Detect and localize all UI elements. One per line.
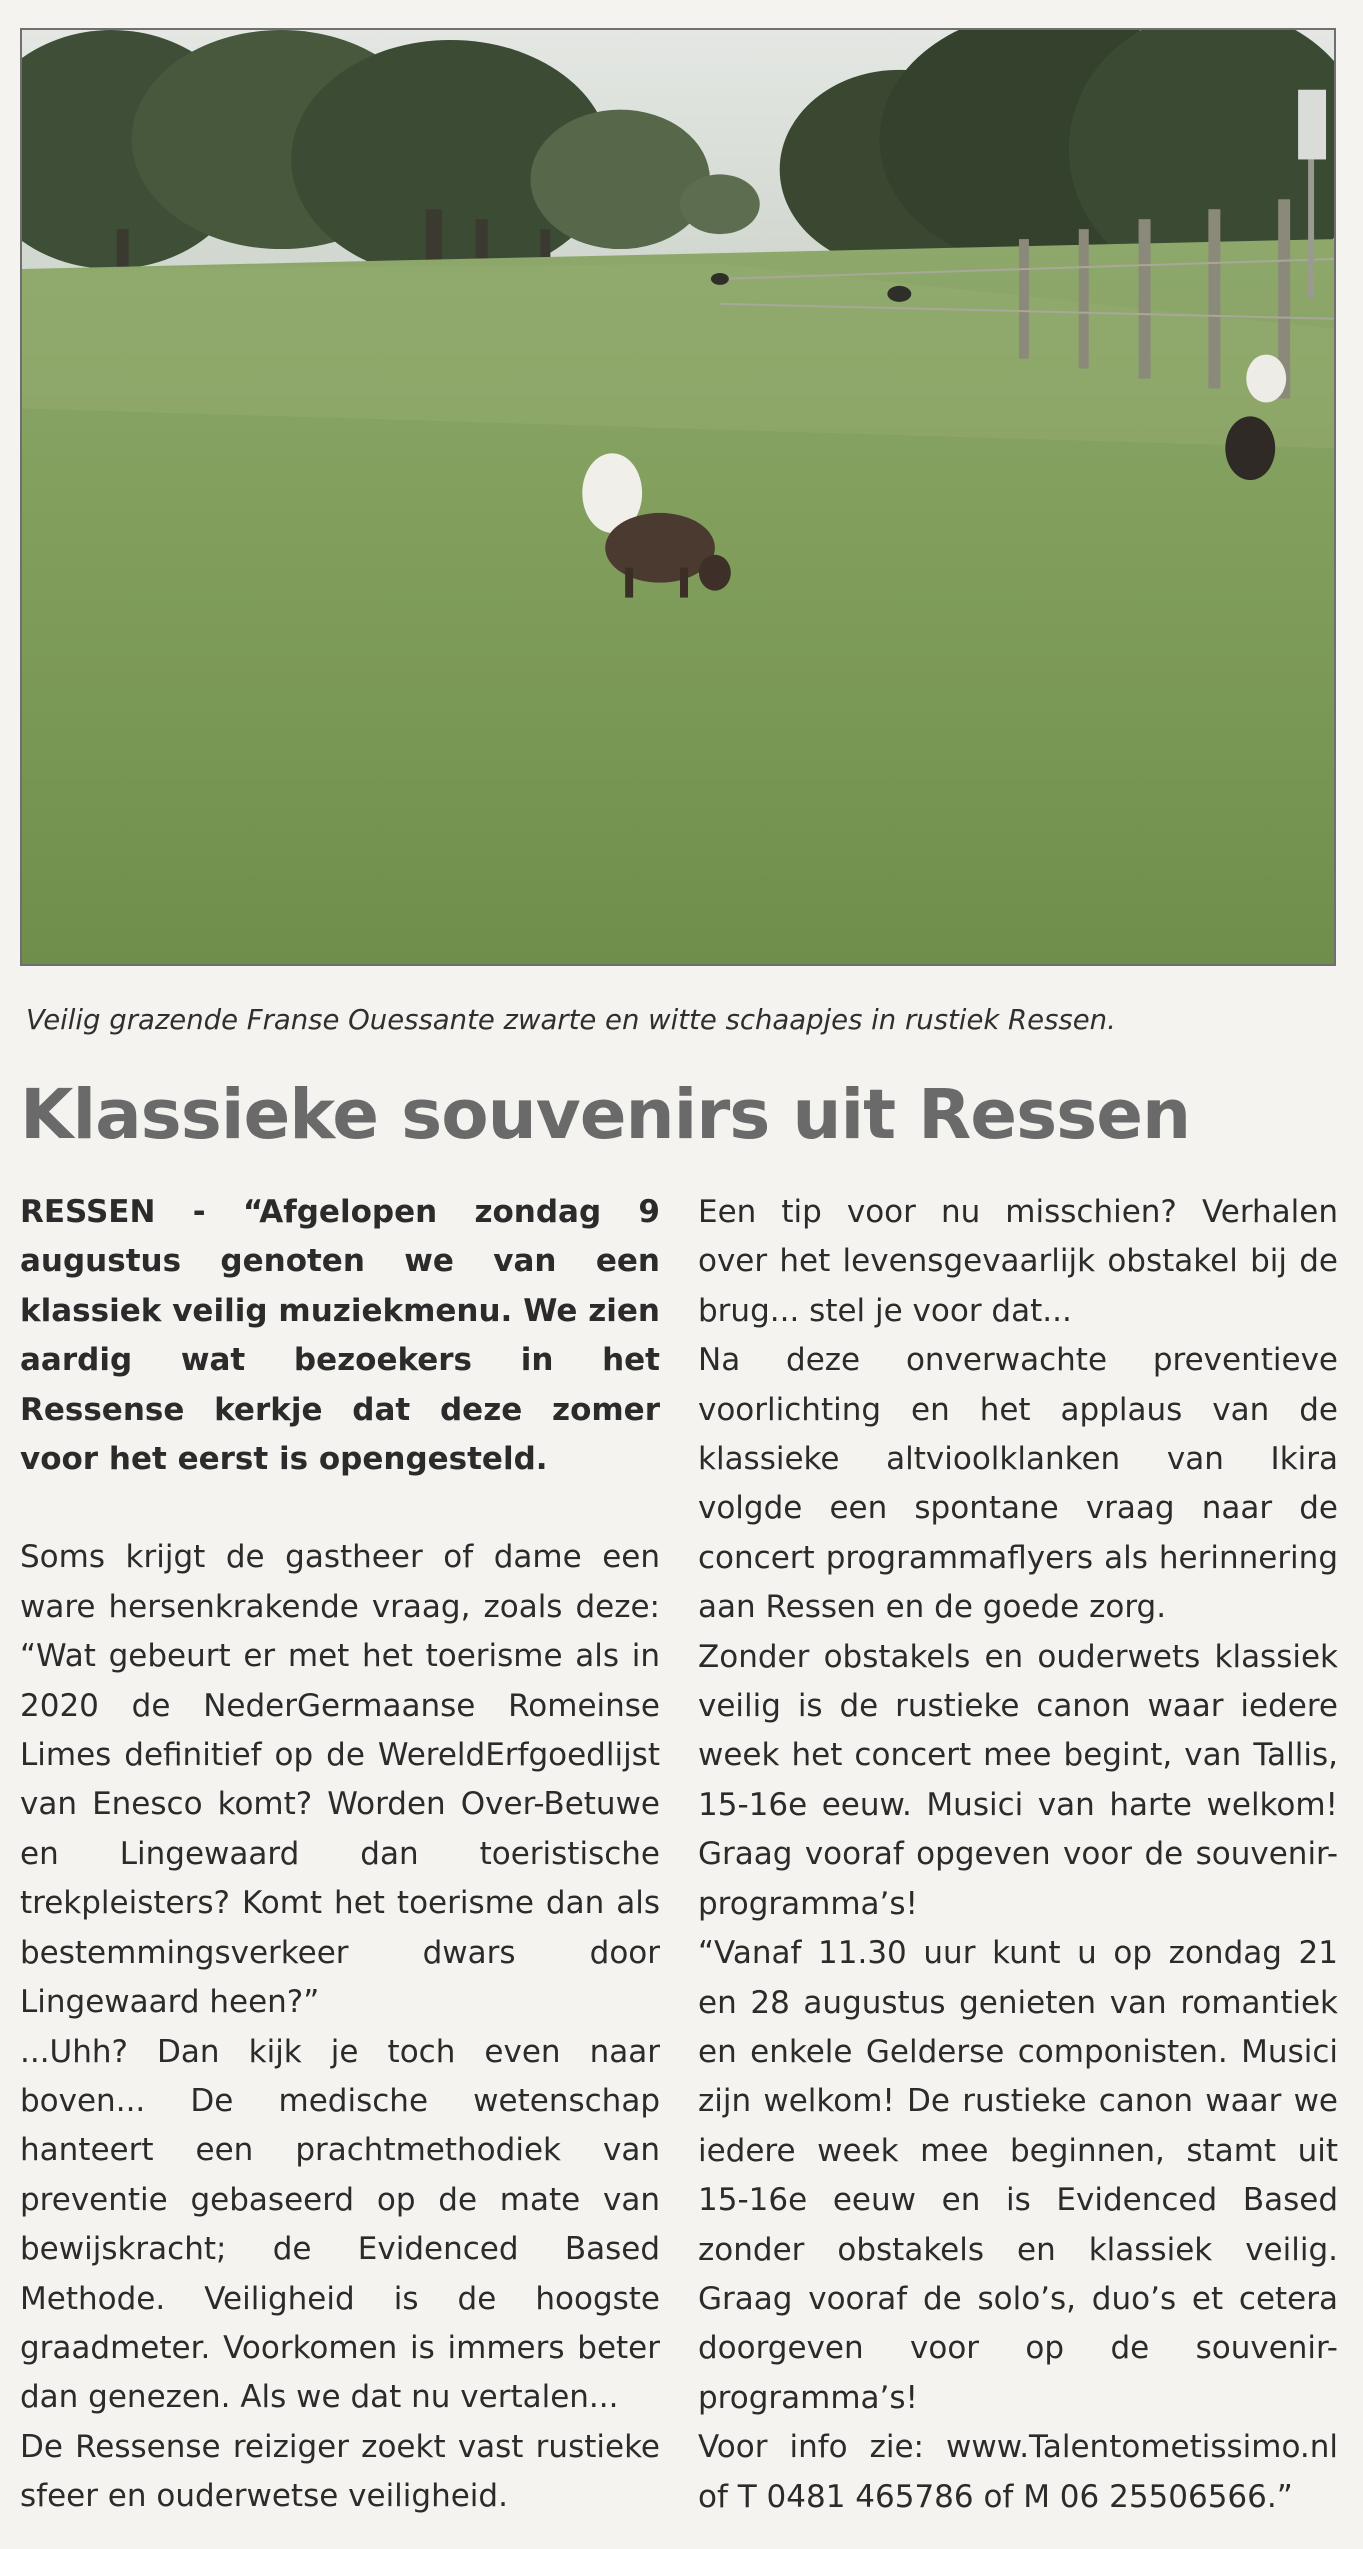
paragraph: De Ressense reiziger zoekt vast rustieke sfeer en ouderwetse veiligheid. [20, 2428, 660, 2515]
contact-info: Voor info zie: www.Talentometissimo.nl of T 0481 465786 of M 06 25506566.” [698, 2429, 1338, 2515]
black-sheep [605, 513, 715, 583]
lead-text: “Afgelopen zondag 9 augustus genoten we van een klassiek veilig muziekmenu. We zien aardig wat bezoekers in het Ressense kerkje dat deze zomer voor het eerst is opengesteld. [20, 1194, 661, 1478]
article-photo [20, 28, 1336, 966]
article-lead [20, 1188, 660, 1484]
photo-caption: Veilig grazende Franse Ouessante zwarte en witte schaapjes in rustiek Ressen. [26, 1004, 1116, 1036]
paragraph: Een tip voor nu misschien? Verhalen over het levensgevaarlijk obstakel bij de brug... stel je voor dat... [698, 1194, 1338, 1329]
paragraph: ...Uhh? Dan kijk je toch even naar boven... De medische wetenschap hanteert een prachtmethodiek van preventie gebaseerd op de mate van bewijskracht; de Evidenced Based Methode. Veiligheid is de hoogste graadmeter. Voorkomen is immers beter dan genezen. Als we dat nu vertalen... [20, 2033, 660, 2416]
sheep-meadow-image [22, 30, 1334, 964]
paragraph: Zonder obstakels en ouderwets klassiek veilig is de rustieke canon waar iedere week het concert mee begint, van Tallis, 15-16e eeuw. Musici van harte welkom! Graag vooraf opgeven voor de souvenir-programma’s! [698, 1638, 1338, 1922]
paragraph: Na deze onverwachte preventieve voorlichting en het applaus van de klassieke altvioolklanken van Ikira volgde een spontane vraag naar de concert programmaflyers als herinnering aan Ressen en de goede zorg. [698, 1342, 1338, 1626]
dateline: RESSEN - [20, 1194, 206, 1230]
paragraph: “Vanaf 11.30 uur kunt u op zondag 21 en 28 augustus genieten van romantiek en enkele Gelderse componisten. Musici zijn welkom! De rustieke canon waar we iedere week mee beginnen, stamt uit 15-16e eeuw en is Evidenced Based zonder obstakels en klassiek veilig. Graag vooraf de solo’s, duo’s et cetera doorgeven voor op de souvenir-programma’s! [698, 1935, 1338, 2416]
article-headline: Klassieke souvenirs uit Ressen [20, 1075, 1191, 1155]
article-column-right [698, 1188, 1338, 2522]
paragraph: Soms krijgt de gastheer of dame een ware hersenkrakende vraag, zoals deze: “Wat gebeurt er met het toerisme als in 2020 de NederGermaanse Romeinse Limes definitief op de WereldErfgoedlijst van Enesco komt? Worden Over-Betuwe en Lingewaard dan toeristische trekpleisters? Komt het toerisme dan als bestemmingsverkeer dwars door Lingewaard heen?” [20, 1539, 660, 2021]
article-column-left [20, 1188, 660, 2522]
